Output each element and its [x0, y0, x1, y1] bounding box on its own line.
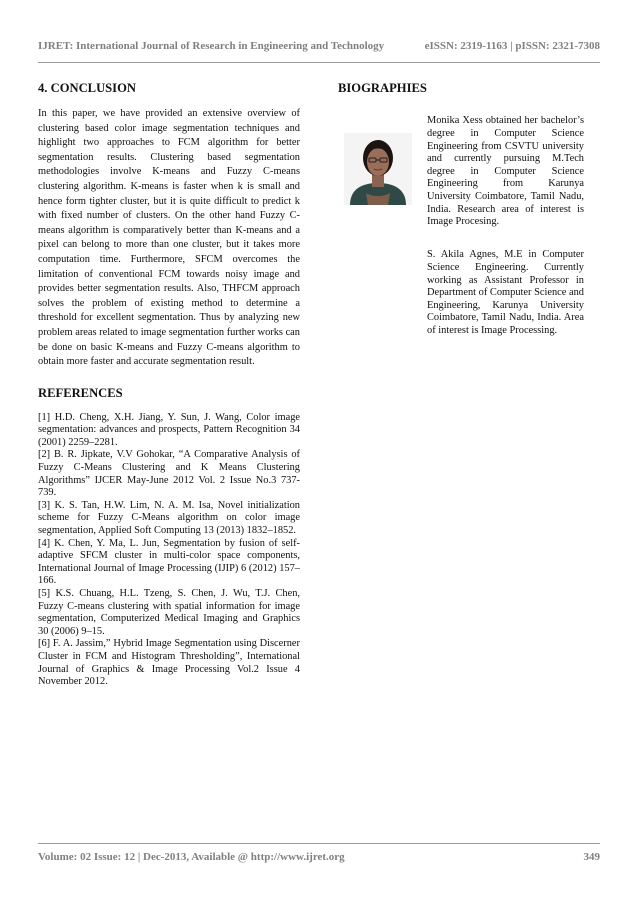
- journal-title: IJRET: International Journal of Research in Engineering and Technology: [38, 40, 385, 52]
- conclusion-paragraph: In this paper, we have provided an extensive overview of clustering based color image segmentation techniques and highlight two approaches to FCM algorithm for better segmentation results. Clustering based segmentation methodologies involve K-means and Fuzzy C-means clustering algorithm. K-means is faster when k is small and hence form tighter cluster, but it is quite difficult to predict k with fixed number of clusters. On the other hand Fuzzy C-means algorithm is comparatively better than K-means and a pixel can belong to more than one cluster, but it takes more computation time. Furthermore, SFCM overcomes the limitation of conventional FCM towards noisy image and provides better segmentation results. Also, THFCM approach solves the problem of existing method to determine a threshold for excellent segmentation. Thus by analyzing new problem areas related to image segmentation further works can be done on basic K-means and Fuzzy C-means algorithm to obtain more faster and accurate segmentation result.: [38, 108, 300, 368]
- bio-text: M.E in Computer Science Engineering. Currently working as Assistant Professor in Department of Computer Science and Engineering, Karunya University Coimbatore, Tamil Nadu, India. Area of interest is Image Processing.: [427, 249, 584, 336]
- bio-author-name: S. Akila Agnes,: [427, 249, 499, 261]
- reference-item: [2] B. R. Jipkate, V.V Gohokar, “A Comparative Analysis of Fuzzy C-Means Clustering and K Means Clustering Algorithms” IJCER May-June 2012 Vol. 2 Issue No.3 737-739.: [38, 449, 300, 499]
- references-heading: REFERENCES: [38, 385, 123, 400]
- author-portrait-image: [344, 133, 412, 205]
- reference-item: [3] K. S. Tan, H.W. Lim, N. A. M. Isa, Novel initialization scheme for Fuzzy C-Means algorithm on color image segmentation, Applied Soft Computing 13 (2013) 1832–1852.: [38, 499, 300, 537]
- reference-item: [5] K.S. Chuang, H.L. Tzeng, S. Chen, J. Wu, T.J. Chen, Fuzzy C-means clustering with spatial information for image segmentation, Computerized Medical Imaging and Graphics 30 (2006) 9–15.: [38, 588, 300, 637]
- reference-item: [6] F. A. Jassim,” Hybrid Image Segmentation using Discerner Cluster in FCM and Histogram Thresholding”, International Journal of Graphics & Image Processing Vol.2 Issue 4 November 2012.: [38, 638, 300, 688]
- page-number: 349: [583, 851, 600, 863]
- header-rule: [38, 62, 600, 63]
- issn-line: eISSN: 2319-1163 | pISSN: 2321-7308: [424, 40, 600, 52]
- footer-rule: [38, 843, 600, 844]
- conclusion-heading: 4. CONCLUSION: [38, 81, 136, 95]
- bio-akila-agnes: [427, 249, 584, 337]
- volume-info: Volume: 02 Issue: 12 | Dec-2013, Available @ http://www.ijret.org: [38, 851, 345, 863]
- running-footer: [38, 851, 600, 865]
- right-column: [338, 81, 600, 336]
- reference-item: [1] H.D. Cheng, X.H. Jiang, Y. Sun, J. Wang, Color image segmentation: advances and prospects, Pattern Recognition 34 (2001) 2259–2281.: [38, 411, 300, 448]
- reference-list: [38, 412, 300, 689]
- running-header: [38, 40, 600, 54]
- bio-monika-xess: Monika Xess obtained her bachelor’s degree in Computer Science Engineering from CSVTU university and currently pursuing M.Tech degree in Computer Science Engineering from Karunya University Coimbatore, Tamil Nadu, India. Research area of interest is Image Procesing.: [427, 115, 584, 228]
- author-photo: [344, 133, 412, 205]
- left-column: [38, 81, 300, 689]
- biographies-heading: BIOGRAPHIES: [338, 81, 427, 95]
- reference-item: [4] K. Chen, Y. Ma, L. Jun, Segmentation by fusion of self-adaptive SFCM cluster in multi-color space components, International Journal of Image Processing (IJIP) 6 (2012) 157–166.: [38, 537, 300, 587]
